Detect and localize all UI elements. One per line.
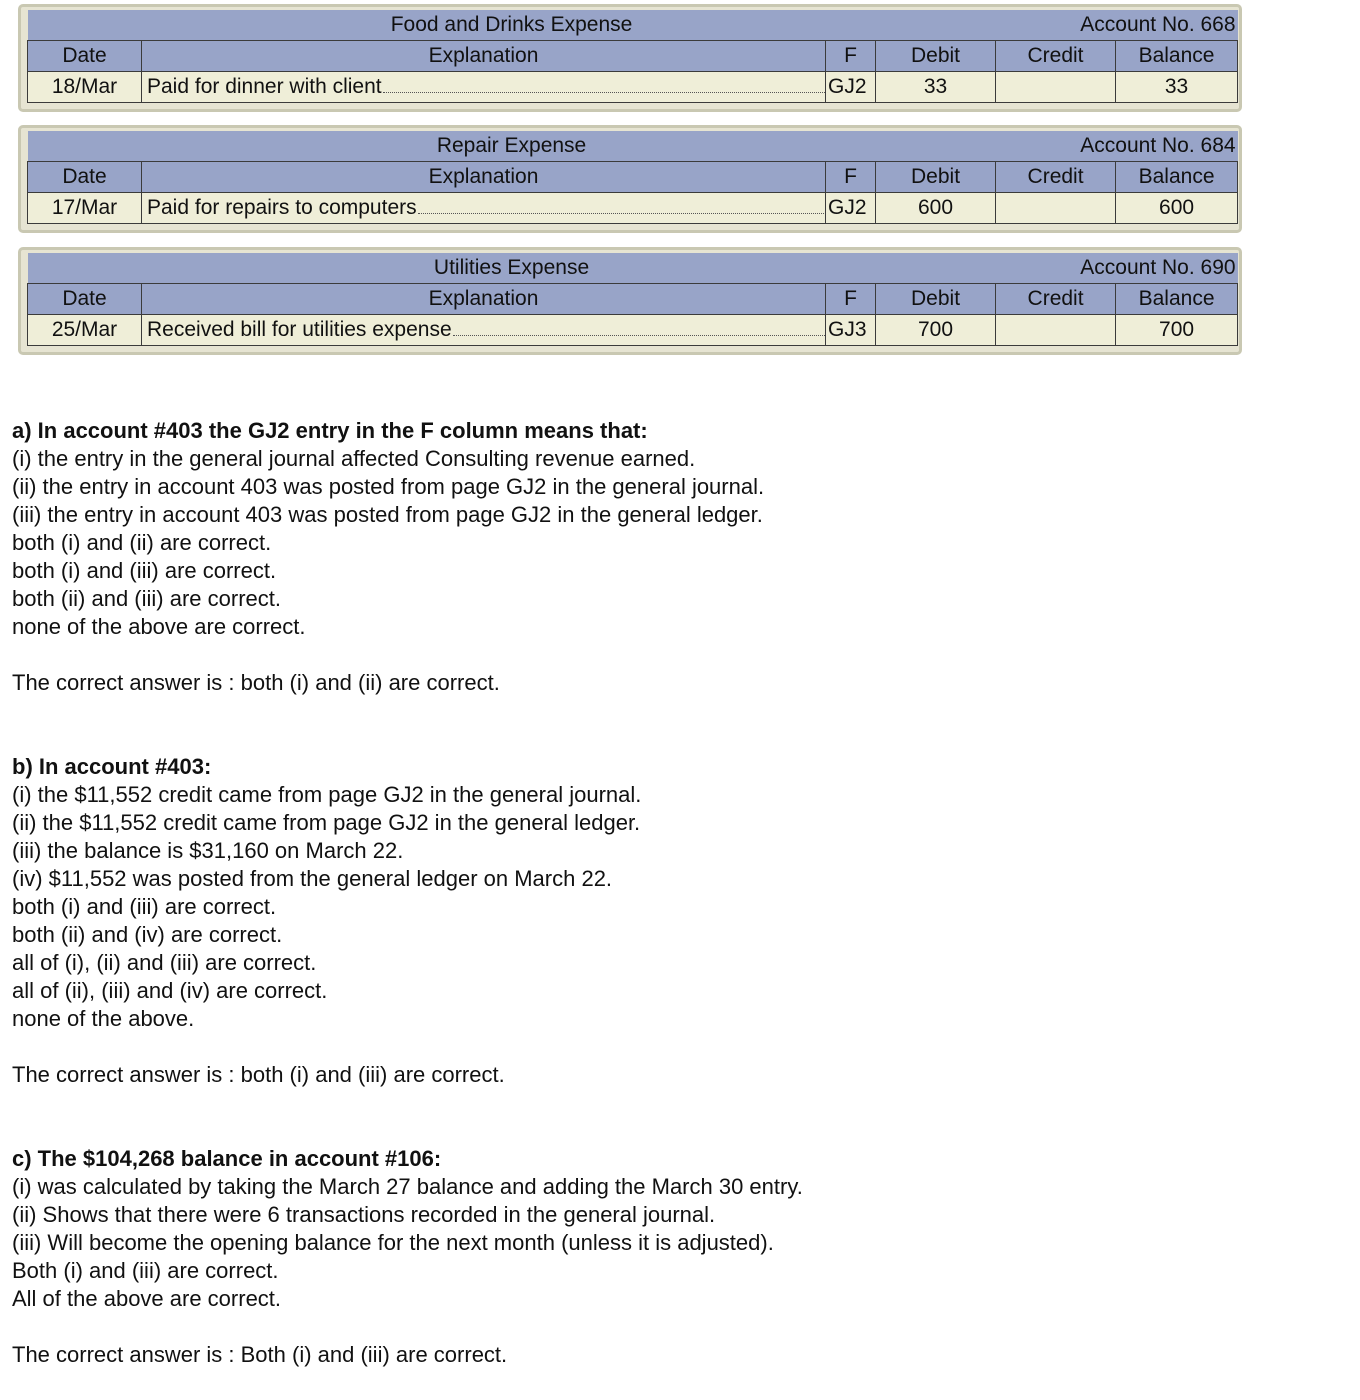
- answer-option: both (ii) and (iv) are correct.: [12, 922, 283, 947]
- entry-explanation: Paid for dinner with client: [147, 75, 382, 98]
- entry-debit: 600: [876, 193, 996, 224]
- answer-option: both (i) and (ii) are correct.: [12, 530, 272, 555]
- answer-option: both (i) and (iii) are correct.: [12, 558, 277, 583]
- ledger-table: [27, 10, 1238, 103]
- question-line: (iii) Will become the opening balance for the next month (unless it is adjusted).: [12, 1230, 774, 1255]
- question-title: b) In account #403:: [12, 754, 212, 779]
- question-c: [12, 1145, 1012, 1369]
- column-header-row: [28, 162, 1238, 193]
- account-title: Utilities Expense: [28, 253, 996, 284]
- credit-header: Credit: [996, 41, 1116, 72]
- f-header: F: [826, 162, 876, 193]
- entry-explanation: Paid for repairs to computers: [147, 196, 417, 219]
- date-header: Date: [28, 162, 142, 193]
- dotted-leader: [383, 91, 826, 93]
- entry-folio: GJ3: [826, 315, 876, 346]
- question-line: (i) was calculated by taking the March 27 balance and adding the March 30 entry.: [12, 1174, 803, 1199]
- entry-explanation-cell: [142, 315, 826, 346]
- date-header: Date: [28, 41, 142, 72]
- entry-folio: GJ2: [826, 72, 876, 103]
- explanation-header: Explanation: [142, 41, 826, 72]
- ledger-entry-row: [28, 315, 1238, 346]
- ledger-title-row: [28, 10, 1238, 41]
- ledger-repair: [18, 125, 1242, 233]
- entry-folio: GJ2: [826, 193, 876, 224]
- explanation-header: Explanation: [142, 162, 826, 193]
- credit-header: Credit: [996, 162, 1116, 193]
- question-line: (ii) Shows that there were 6 transactions recorded in the general journal.: [12, 1202, 716, 1227]
- ledger-table: [27, 253, 1238, 346]
- answer-option: Both (i) and (iii) are correct.: [12, 1258, 279, 1283]
- balance-header: Balance: [1116, 284, 1238, 315]
- f-header: F: [826, 284, 876, 315]
- question-title: a) In account #403 the GJ2 entry in the F column means that:: [12, 418, 648, 443]
- debit-header: Debit: [876, 162, 996, 193]
- entry-debit: 33: [876, 72, 996, 103]
- debit-header: Debit: [876, 41, 996, 72]
- answer-option: none of the above.: [12, 1006, 195, 1031]
- column-header-row: [28, 284, 1238, 315]
- entry-balance: 700: [1116, 315, 1238, 346]
- explanation-header: Explanation: [142, 284, 826, 315]
- dotted-leader: [418, 212, 826, 214]
- account-title: Food and Drinks Expense: [28, 10, 996, 41]
- answer-option: All of the above are correct.: [12, 1286, 282, 1311]
- column-header-row: [28, 41, 1238, 72]
- entry-date: 18/Mar: [28, 72, 142, 103]
- answer-option: all of (i), (ii) and (iii) are correct.: [12, 950, 317, 975]
- question-line: (ii) the entry in account 403 was posted from page GJ2 in the general journal.: [12, 474, 765, 499]
- account-title: Repair Expense: [28, 131, 996, 162]
- balance-header: Balance: [1116, 162, 1238, 193]
- ledger-utilities: [18, 247, 1242, 355]
- question-b: [12, 753, 1012, 1089]
- question-line: (iii) the entry in account 403 was posted from page GJ2 in the general ledger.: [12, 502, 763, 527]
- question-a: [12, 417, 1012, 697]
- ledger-entry-row: [28, 72, 1238, 103]
- question-title: c) The $104,268 balance in account #106:: [12, 1146, 442, 1171]
- credit-header: Credit: [996, 284, 1116, 315]
- account-number: Account No. 668: [996, 10, 1238, 41]
- balance-header: Balance: [1116, 41, 1238, 72]
- ledger-title-row: [28, 253, 1238, 284]
- entry-date: 25/Mar: [28, 315, 142, 346]
- entry-credit: [996, 72, 1116, 103]
- ledger-table: [27, 131, 1238, 224]
- entry-explanation-cell: [142, 72, 826, 103]
- entry-balance: 600: [1116, 193, 1238, 224]
- dotted-leader: [453, 334, 826, 336]
- account-number: Account No. 690: [996, 253, 1238, 284]
- debit-header: Debit: [876, 284, 996, 315]
- question-line: (iv) $11,552 was posted from the general ledger on March 22.: [12, 866, 613, 891]
- question-line: (i) the entry in the general journal affected Consulting revenue earned.: [12, 446, 696, 471]
- question-line: (iii) the balance is $31,160 on March 22.: [12, 838, 404, 863]
- answer-option: both (i) and (iii) are correct.: [12, 894, 277, 919]
- entry-balance: 33: [1116, 72, 1238, 103]
- correct-answer: The correct answer is : Both (i) and (iii) are correct.: [12, 1342, 508, 1367]
- entry-credit: [996, 193, 1116, 224]
- ledger-title-row: [28, 131, 1238, 162]
- entry-explanation-cell: [142, 193, 826, 224]
- date-header: Date: [28, 284, 142, 315]
- ledger-food-and-drinks: [18, 4, 1242, 112]
- ledger-entry-row: [28, 193, 1238, 224]
- entry-explanation: Received bill for utilities expense: [147, 318, 452, 341]
- answer-option: all of (ii), (iii) and (iv) are correct.: [12, 978, 328, 1003]
- correct-answer: The correct answer is : both (i) and (iii) are correct.: [12, 1062, 505, 1087]
- f-header: F: [826, 41, 876, 72]
- correct-answer: The correct answer is : both (i) and (ii) are correct.: [12, 670, 500, 695]
- answer-option: none of the above are correct.: [12, 614, 306, 639]
- entry-debit: 700: [876, 315, 996, 346]
- account-number: Account No. 684: [996, 131, 1238, 162]
- entry-credit: [996, 315, 1116, 346]
- question-line: (ii) the $11,552 credit came from page GJ2 in the general ledger.: [12, 810, 641, 835]
- entry-date: 17/Mar: [28, 193, 142, 224]
- answer-option: both (ii) and (iii) are correct.: [12, 586, 281, 611]
- question-line: (i) the $11,552 credit came from page GJ2 in the general journal.: [12, 782, 642, 807]
